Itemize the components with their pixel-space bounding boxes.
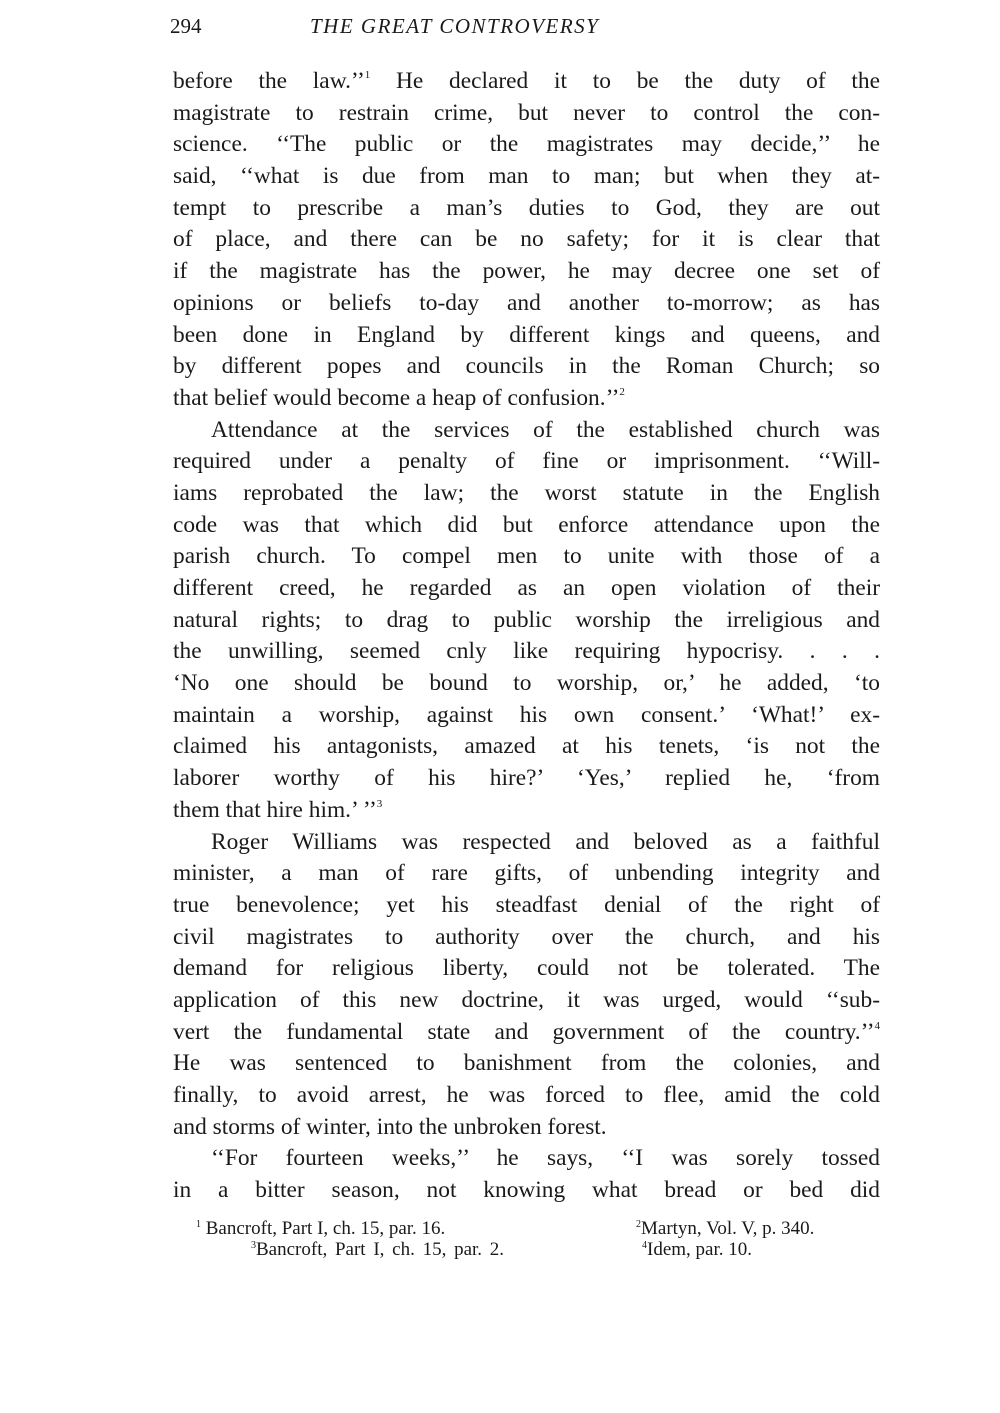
line-text: tempt to prescribe a man’s duties to God, they are out [173,194,880,221]
line-text: civil magistrates to authority over the church, and his [173,923,880,950]
text-line [173,763,880,795]
line-text: true benevolence; yet his steadfast denial of the right of [173,891,880,918]
line-text: said, ‘‘what is due from man to man; but when they at- [173,163,880,190]
line-text: finally, to avoid arrest, he was forced to flee, amid the cold [173,1082,880,1108]
text-line [173,827,880,859]
footnote-text: Martyn, Vol. V, p. 340. [641,1218,815,1239]
text-line [173,1112,880,1144]
text-line [173,668,880,700]
line-text: code was that which did but enforce attendance upon the [173,511,880,538]
text-line [173,510,880,542]
footnote-row [196,1218,876,1239]
footnote-text: Idem, par. 10. [647,1239,753,1260]
footnote-reference: 1 [364,69,371,81]
text-line [173,98,880,130]
line-text: maintain a worship, against his own consent.’ ‘What!’ ex- [173,701,880,728]
line-text: laborer worthy of his hire?’ ‘Yes,’ replied he, ‘from [173,765,880,792]
text-line [173,193,880,225]
footnotes [196,1218,876,1260]
line-text: and storms of winter, into the unbroken forest. [173,1113,607,1140]
line-text: demand for religious liberty, could not be tolerated. The [173,955,880,982]
text-line [173,890,880,922]
text-line [173,1017,880,1049]
footnote-3 [251,1239,504,1260]
line-text: them that hire him.’ ’’ [173,796,377,823]
text-line [173,636,880,668]
footnote-marker: 1 [196,1219,201,1230]
text-line [173,605,880,637]
footnote-text: Bancroft, Part I, ch. 15, par. 2. [256,1239,505,1260]
line-text: before the law.’’ [173,68,365,94]
line-text: ‘‘For fourteen weeks,’’ he says, ‘‘I was sorely tossed [211,1145,880,1172]
line-text: magistrate to restrain crime, but never to control the con- [173,99,880,126]
line-text: iams reprobated the law; the worst statute in the English [173,479,880,506]
text-line [173,731,880,763]
text-line [173,446,880,478]
text-line [173,795,880,827]
text-line [173,1175,880,1207]
line-text: required under a penalty of fine or imprisonment. ‘‘Will- [173,448,880,475]
footnote-2 [636,1218,814,1239]
footnote-reference: 2 [619,385,625,398]
footnote-row [196,1239,876,1260]
text-line [173,953,880,985]
line-text: been done in England by different kings and queens, and [173,321,880,348]
line-text: of place, and there can be no safety; for it is clear that [173,226,880,253]
footnote-reference: 4 [874,1019,880,1032]
text-line [173,256,880,288]
text-line [173,1048,880,1080]
line-text: natural rights; to drag to public worship the irreligious and [173,606,880,633]
text-line [173,224,880,256]
footnote-reference: 3 [376,797,383,810]
line-text: the unwilling, seemed cnly like requiring hypocrisy. . . . [173,638,880,665]
line-text: if the magistrate has the power, he may decree one set of [173,258,880,285]
footnote-marker: 3 [251,1240,256,1251]
body-text [173,66,880,1207]
line-text: in a bitter season, not knowing what bread or bed did [173,1177,880,1204]
footnote-marker: 2 [636,1219,641,1230]
running-title: THE GREAT CONTROVERSY [310,14,600,38]
footnote-4 [642,1239,752,1260]
line-text: Attendance at the services of the established church was [211,416,880,443]
line-text: parish church. To compel men to unite with those of a [173,543,880,570]
text-line [173,541,880,573]
line-text: Roger Williams was respected and beloved as a faithful [211,828,880,855]
line-text: by different popes and councils in the Roman Church; so [173,353,880,380]
line-text: opinions or beliefs to-day and another to-morrow; as has [173,289,880,316]
line-text: claimed his antagonists, amazed at his tenets, ‘is not the [173,733,880,760]
text-line [173,161,880,193]
text-line [173,415,880,447]
text-line [173,383,880,415]
text-line [173,985,880,1017]
text-line [173,66,880,98]
text-line [173,320,880,352]
text-line [173,351,880,383]
text-line [173,1080,880,1112]
text-line [173,478,880,510]
running-head [170,14,880,44]
line-text: that belief would become a heap of confusion.’’ [173,384,620,411]
line-text: ‘No one should be bound to worship, or,’ he added, ‘to [173,670,880,697]
line-text-continued: He declared it to be the duty of the [370,68,880,94]
text-line [173,922,880,954]
text-line [173,858,880,890]
line-text: application of this new doctrine, it was urged, would ‘‘sub- [173,986,880,1013]
line-text: vert the fundamental state and government of the country.’’ [173,1018,875,1045]
line-text: science. ‘‘The public or the magistrates may decide,’’ he [173,131,880,158]
text-line [173,288,880,320]
text-line [173,700,880,732]
text-line [173,573,880,605]
line-text: minister, a man of rare gifts, of unbending integrity and [173,860,880,887]
page-number: 294 [170,14,202,38]
footnote-1 [196,1218,445,1239]
line-text: He was sentenced to banishment from the colonies, and [173,1050,880,1077]
footnote-text: Bancroft, Part I, ch. 15, par. 16. [205,1218,446,1239]
text-line [173,1143,880,1175]
line-text: different creed, he regarded as an open violation of their [173,575,880,601]
text-line [173,129,880,161]
footnote-marker: 4 [642,1240,647,1251]
